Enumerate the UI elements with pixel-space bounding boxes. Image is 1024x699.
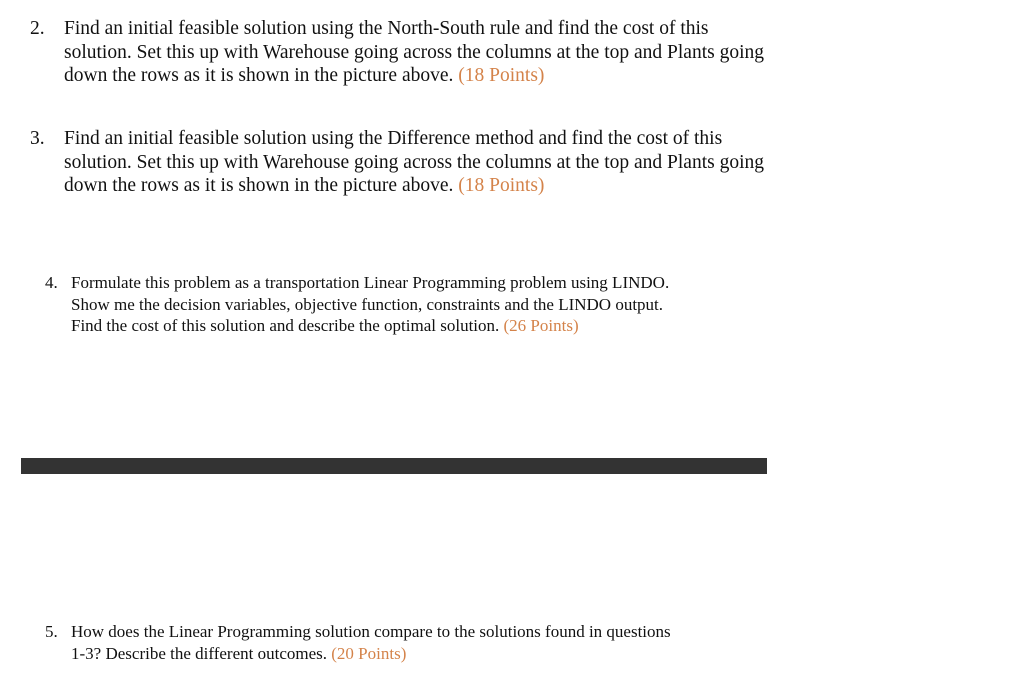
question-number: 2. [30,18,45,39]
question-line: Formulate this problem as a transportation Linear Programming problem using LINDO. [71,273,670,292]
points-label: (20 Points) [331,643,407,663]
question-line: Show me the decision variables, objective function, constraints and the LINDO output. [71,294,664,314]
points-label: (18 Points) [458,175,545,196]
question-text [71,272,669,337]
question-line: down the rows as it is shown in the picture above. [64,175,454,196]
question-text [64,127,764,198]
redaction-bar [21,458,767,474]
question-number: 4. [45,273,58,292]
question-line: down the rows as it is shown in the picture above. [64,65,454,86]
question-number: 3. [30,128,45,149]
question-line: How does the Linear Programming solution compare to the solutions found in questions [71,622,671,641]
question-text [71,621,671,664]
points-label: (18 Points) [458,65,545,86]
question-line: Find an initial feasible solution using the Difference method and find the cost of this [64,128,723,149]
question-number: 5. [45,622,58,641]
points-label: (26 Points) [503,316,579,335]
question-line: solution. Set this up with Warehouse going across the columns at the top and Plants going [64,41,765,63]
question-line: Find the cost of this solution and describe the optimal solution. [71,316,500,335]
question-text [64,17,764,88]
question-line: 1-3? Describe the different outcomes. [71,643,328,663]
question-line: solution. Set this up with Warehouse going across the columns at the top and Plants going [64,151,765,173]
question-line: Find an initial feasible solution using the North-South rule and find the cost of this [64,18,709,39]
